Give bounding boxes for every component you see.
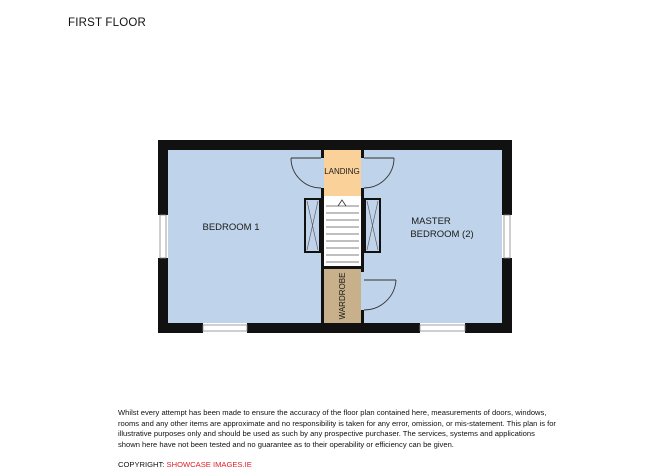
floor-title: FIRST FLOOR	[68, 17, 147, 29]
copyright-label: COPYRIGHT:	[118, 460, 165, 469]
disclaimer-text: Whilst every attempt has been made to ensure the accuracy of the floor plan contained here, measurements of doors, windows, rooms and any other items are approximate and no responsibility is taken for any error, omission, or mis-statement. This plan is for illustrative purposes only and should be used as such by any prospective purchaser. The services, systems and applications shown here have not been tested and no guarantee as to their operability or efficiency can be given.	[118, 408, 556, 449]
landing-label: LANDING	[324, 167, 360, 176]
master-bedroom-label-line2: BEDROOM (2)	[410, 229, 474, 240]
copyright-line	[118, 460, 252, 469]
master-bedroom-label-line1: MASTER	[411, 216, 451, 227]
stairs	[324, 196, 361, 268]
bedroom-1-label: BEDROOM 1	[202, 222, 260, 233]
wardrobe-label: WARDROBE	[338, 272, 347, 320]
copyright-brand: SHOWCASE IMAGES.IE	[166, 460, 252, 469]
bedroom-1-floor	[168, 150, 324, 323]
